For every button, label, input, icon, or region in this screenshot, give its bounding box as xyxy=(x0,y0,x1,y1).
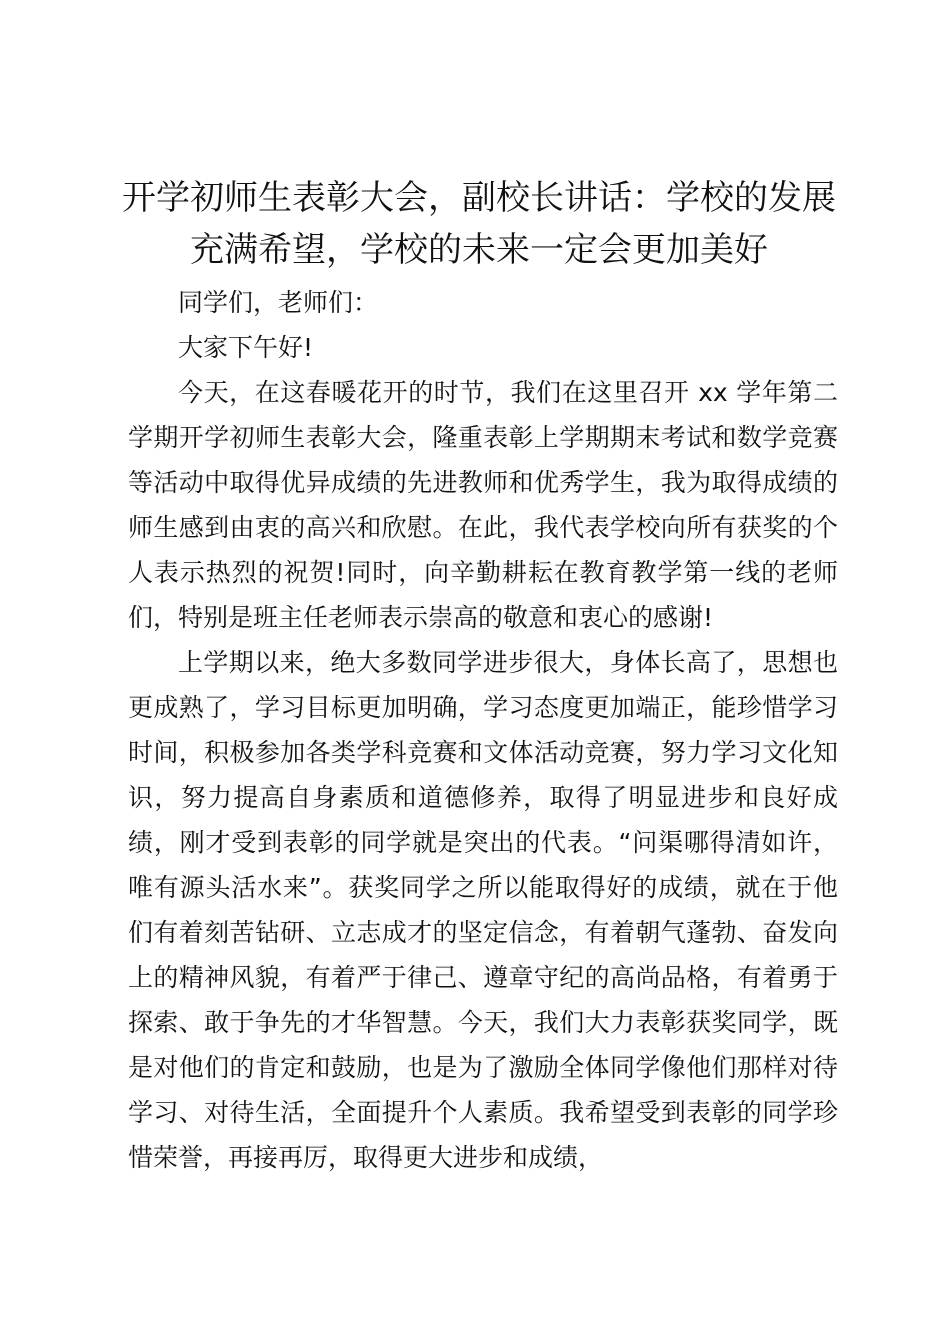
document-title: 开学初师生表彰大会，副校长讲话：学校的发展充满希望，学校的未来一定会更加美好 xyxy=(122,178,836,270)
paragraph-students-progress: 上学期以来，绝大多数同学进步很大，身体长高了，思想也更成熟了，学习目标更加明确，学习态度更加端正，能珍惜学习时间，积极参加各类学科竞赛和文体活动竞赛，努力学习文化知识，努力提高自身素质和道德修养，取得了明显进步和良好成绩，刚才受到表彰的同学就是突出的代表。“问渠哪得清如许，唯有源头活水来”。获奖同学之所以能取得好的成绩，就在于他们有着刻苦钻研、立志成才的坚定信念，有着朝气蓬勃、奋发向上的精神风貌，有着严于律己、遵章守纪的高尚品格，有着勇于探索、敢于争先的才华智慧。今天，我们大力表彰获奖同学，既是对他们的肯定和鼓励，也是为了激励全体同学像他们那样对待学习、对待生活，全面提升个人素质。我希望受到表彰的同学珍惜荣誉，再接再厉，取得更大进步和成绩， xyxy=(128,648,838,1172)
document-body xyxy=(128,280,838,1180)
salutation: 同学们，老师们： xyxy=(178,288,379,317)
paragraph-opening: 今天，在这春暖花开的时节，我们在这里召开 xx 学年第二学期开学初师生表彰大会，隆重表彰上学期期末考试和数学竞赛等活动中取得优异成绩的先进教师和优秀学生，我为取得成绩的师生感到由衷的高兴和欣慰。在此，我代表学校向所有获奖的个人表示热烈的祝贺!同时，向辛勤耕耘在教育教学第一线的老师们，特别是班主任老师表示崇高的敬意和衷心的感谢! xyxy=(128,378,838,632)
greeting: 大家下午好! xyxy=(178,333,314,362)
